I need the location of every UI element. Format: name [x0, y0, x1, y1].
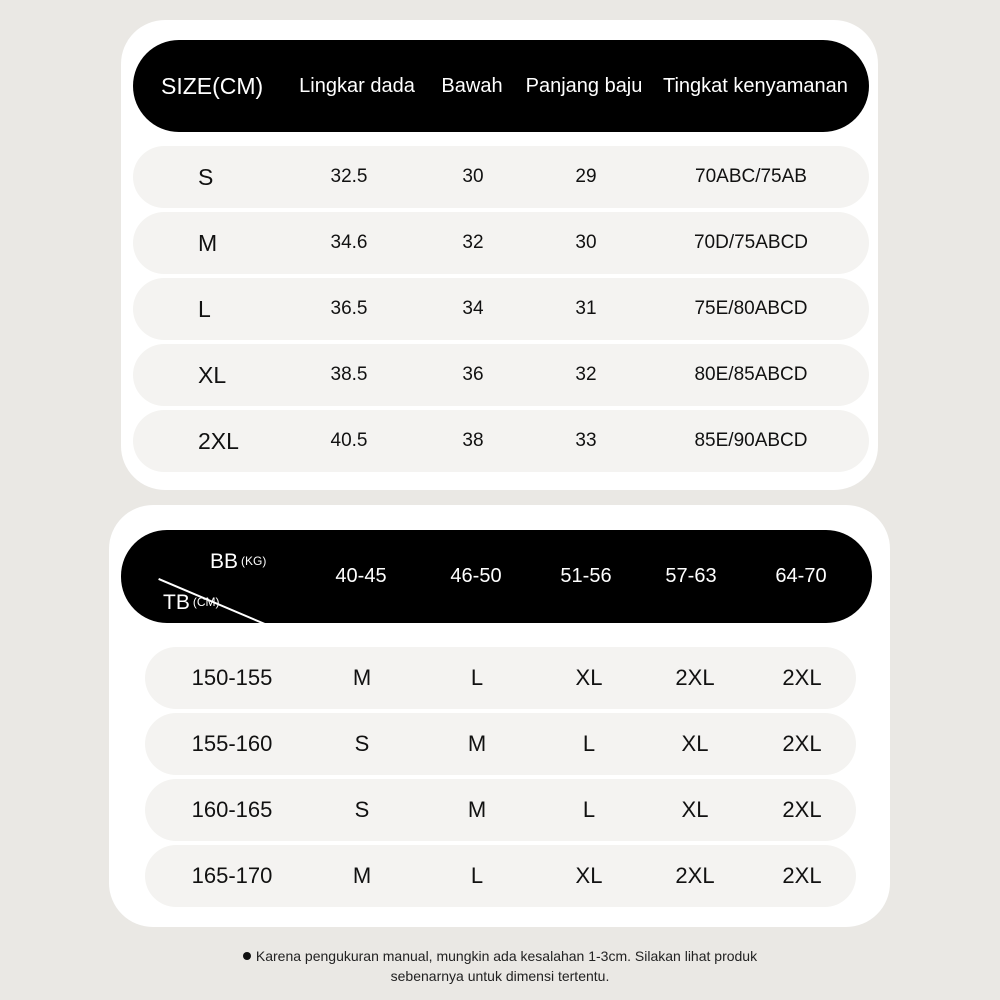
row-lingkar-dada: 40.5 [330, 430, 368, 451]
footnote-line-1 [150, 946, 850, 966]
row-lingkar-dada: 38.5 [330, 364, 368, 385]
row-size-2: M [467, 731, 487, 756]
table-row [133, 410, 869, 472]
row-size-5: 2XL [782, 797, 822, 822]
row-size-3: L [582, 731, 596, 756]
row-size-1: M [352, 665, 372, 690]
header-weight-1: 40-45 [335, 565, 387, 587]
row-size-2: L [470, 665, 484, 690]
table-row [145, 845, 856, 907]
bullet-icon [243, 952, 251, 960]
table-row [133, 212, 869, 274]
header-panjang-baju: Panjang baju [525, 75, 643, 97]
footnote-text-1: Karena pengukuran manual, mungkin ada kesalahan 1-3cm. Silakan lihat produk [255, 948, 758, 964]
row-size-3: L [582, 797, 596, 822]
row-lingkar-dada: 36.5 [330, 298, 368, 319]
row-size-2: M [467, 797, 487, 822]
row-size-2: L [470, 863, 484, 888]
row-size-3: XL [575, 665, 603, 690]
corner-weight-label [210, 548, 266, 575]
header-weight-3: 51-56 [560, 565, 612, 587]
header-tingkat-kenyamanan: Tingkat kenyamanan [663, 75, 848, 97]
row-size: L [198, 296, 211, 322]
header-size: SIZE(CM) [161, 73, 264, 99]
row-height: 160-165 [191, 797, 273, 822]
row-size: S [198, 164, 214, 190]
header-bawah: Bawah [441, 75, 503, 97]
header-lingkar-dada: Lingkar dada [299, 75, 415, 97]
weight-unit: (KG) [241, 554, 267, 568]
header-weight-2: 46-50 [450, 565, 502, 587]
row-tingkat-kenyamanan: 70ABC/75AB [695, 166, 807, 187]
row-size-4: 2XL [675, 665, 715, 690]
row-panjang-baju: 32 [575, 364, 597, 385]
corner-height-label [163, 589, 220, 616]
row-lingkar-dada: 34.6 [330, 232, 368, 253]
header-weight-5: 64-70 [775, 565, 827, 587]
row-bawah: 36 [462, 364, 484, 385]
footnote [150, 946, 850, 986]
row-panjang-baju: 30 [575, 232, 597, 253]
table-row [145, 779, 856, 841]
row-size-3: XL [575, 863, 603, 888]
row-size-5: 2XL [782, 665, 822, 690]
row-size-1: S [354, 731, 370, 756]
row-bawah: 32 [462, 232, 484, 253]
table-row [145, 713, 856, 775]
table-row [133, 146, 869, 208]
row-size-1: S [354, 797, 370, 822]
row-bawah: 38 [462, 430, 484, 451]
height-label: TB [163, 591, 190, 614]
row-size-5: 2XL [782, 731, 822, 756]
row-size-4: XL [681, 731, 709, 756]
row-height: 155-160 [191, 731, 273, 756]
row-size: M [198, 230, 218, 256]
row-panjang-baju: 29 [575, 166, 597, 187]
size-table-header [133, 40, 869, 132]
header-weight-4: 57-63 [665, 565, 717, 587]
row-size-1: M [352, 863, 372, 888]
table-row [133, 278, 869, 340]
row-bawah: 34 [462, 298, 484, 319]
row-size-4: 2XL [675, 863, 715, 888]
row-height: 150-155 [191, 665, 273, 690]
row-tingkat-kenyamanan: 80E/85ABCD [694, 364, 808, 385]
table-row [145, 647, 856, 709]
row-tingkat-kenyamanan: 75E/80ABCD [694, 298, 808, 319]
row-size: 2XL [198, 428, 239, 454]
height-unit: (CM) [192, 595, 220, 609]
table-row [133, 344, 869, 406]
row-panjang-baju: 33 [575, 430, 597, 451]
row-height: 165-170 [191, 863, 273, 888]
row-tingkat-kenyamanan: 70D/75ABCD [693, 232, 809, 253]
row-bawah: 30 [462, 166, 484, 187]
weight-label: BB [210, 550, 239, 573]
row-tingkat-kenyamanan: 85E/90ABCD [694, 430, 808, 451]
row-panjang-baju: 31 [575, 298, 597, 319]
row-size: XL [198, 362, 227, 388]
row-size-5: 2XL [782, 863, 822, 888]
footnote-line-2: sebenarnya untuk dimensi tertentu. [390, 968, 610, 984]
fit-table-header [121, 530, 872, 623]
row-lingkar-dada: 32.5 [330, 166, 368, 187]
row-size-4: XL [681, 797, 709, 822]
